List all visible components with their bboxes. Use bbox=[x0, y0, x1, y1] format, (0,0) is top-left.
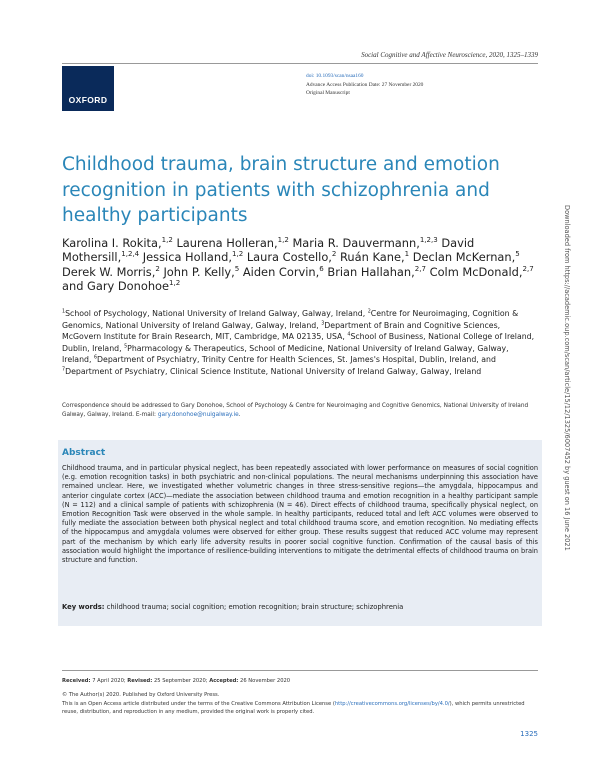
received-date: 7 April 2020; bbox=[90, 678, 128, 684]
affiliation-marker: 4 bbox=[347, 332, 351, 338]
author-name: Brian Hallahan, bbox=[327, 264, 415, 279]
author bbox=[430, 265, 534, 279]
author-affiliation-marker: 5 bbox=[234, 264, 240, 274]
oxford-logo bbox=[62, 66, 114, 111]
author-affiliation-marker: 1,2 bbox=[169, 278, 181, 288]
download-watermark bbox=[563, 205, 583, 565]
author bbox=[243, 265, 324, 279]
keywords bbox=[62, 603, 538, 611]
author-list bbox=[62, 236, 542, 294]
footer-divider bbox=[62, 670, 538, 671]
page-number: 1325 bbox=[520, 730, 538, 738]
author-name: Maria R. Dauvermann, bbox=[292, 236, 420, 250]
affiliation-text: Department of Psychiatry, Trinity Centre for Health Sciences, St. James's Hospital, Dublin, Ireland, and bbox=[97, 355, 496, 364]
affiliation-marker: 7 bbox=[62, 366, 66, 372]
download-note-text: Downloaded from https://academic.oup.com/scan/article/15/12/1325/6007452 by guest on 16 June 2021 bbox=[563, 205, 571, 551]
author-affiliation-marker: 1,2,3 bbox=[419, 235, 438, 245]
revised-label: Revised: bbox=[127, 678, 153, 684]
correspondence-end: . bbox=[238, 411, 241, 418]
author bbox=[62, 279, 180, 293]
author-name: Colm McDonald, bbox=[429, 264, 523, 279]
license-url-link[interactable]: http://creativecommons.org/licenses/by/4.0/ bbox=[334, 700, 450, 707]
author bbox=[292, 236, 437, 250]
manuscript-type: Original Manuscript bbox=[306, 90, 350, 97]
access-date: Advance Access Publication Date: 27 November 2020 bbox=[306, 81, 424, 88]
author-affiliation-marker: 1,2,4 bbox=[121, 249, 140, 259]
journal-citation: Social Cognitive and Affective Neuroscience, 2020, 1325–1339 bbox=[361, 51, 538, 59]
license-text-start: This is an Open Access article distributed under the terms of the Creative Commons Attribution License ( bbox=[62, 700, 335, 707]
affiliation-marker: 1 bbox=[62, 309, 66, 315]
author-name: Laura Costello, bbox=[246, 250, 332, 265]
author-name: Laurena Holleran, bbox=[176, 236, 278, 250]
author-affiliation-marker: 2 bbox=[155, 264, 160, 274]
author-affiliation-marker: 6 bbox=[319, 264, 324, 274]
affiliation-text: Department of Psychiatry, Clinical Science Institute, National University of Ireland Galway, Galway, Ireland bbox=[65, 366, 482, 376]
accepted-label: Accepted: bbox=[209, 678, 239, 684]
doi-link[interactable]: doi: 10.1093/scan/nsaa160 bbox=[306, 73, 364, 79]
affiliation-marker: 6 bbox=[93, 355, 98, 361]
author-affiliation-marker: 2,7 bbox=[522, 264, 534, 274]
author-affiliation-marker: 1,2 bbox=[277, 235, 289, 245]
license-text bbox=[62, 700, 538, 717]
received-label: Received: bbox=[62, 678, 91, 684]
accepted-date: 26 November 2020 bbox=[238, 678, 291, 684]
author bbox=[176, 236, 288, 250]
author-name: Ruán Kane, bbox=[340, 250, 405, 265]
affiliation-text: School of Psychology, National University of Ireland Galway, Galway, Ireland, bbox=[65, 309, 368, 318]
license-block bbox=[62, 691, 538, 717]
author-name: John P. Kelly, bbox=[163, 264, 235, 279]
correspondence-text: Correspondence should be addressed to Gary Donohoe, School of Psychology & Centre for Neuroimaging and Cognitive Genomics, National University of Ireland Galway, Galway, Ireland. E-mail: bbox=[62, 403, 529, 418]
correspondence-email-link[interactable]: gary.donohoe@nuigalway.ie bbox=[157, 411, 239, 418]
author-affiliation-marker: 1,2 bbox=[161, 235, 173, 245]
author-name: and Gary Donohoe bbox=[62, 279, 170, 294]
author bbox=[62, 236, 173, 250]
author-affiliation-marker: 1 bbox=[404, 249, 410, 259]
article-title: Childhood trauma, brain structure and emotion recognition in patients with schizophrenia and healthy participants bbox=[62, 154, 500, 226]
author bbox=[413, 250, 520, 264]
author-name: Declan McKernan, bbox=[412, 250, 516, 265]
author bbox=[62, 265, 160, 279]
affiliation-marker: 5 bbox=[124, 343, 128, 349]
affiliations bbox=[62, 308, 538, 377]
author-name: Jessica Holland, bbox=[142, 250, 232, 265]
header-divider bbox=[62, 63, 538, 64]
author-affiliation-marker: 2,7 bbox=[414, 264, 426, 274]
author bbox=[163, 265, 239, 279]
author bbox=[247, 250, 337, 264]
article-meta bbox=[306, 72, 423, 98]
author-affiliation-marker: 2 bbox=[331, 249, 337, 259]
author-affiliation-marker: 1,2 bbox=[231, 249, 244, 259]
abstract-heading: Abstract bbox=[62, 448, 106, 458]
keywords-list: childhood trauma; social cognition; emotion recognition; brain structure; schizophrenia bbox=[104, 603, 404, 611]
affiliation-text: Pharmacology & Therapeutics, School of Medicine, National University of Ireland Galway, Galway, Ireland, bbox=[62, 343, 509, 364]
license-text-end: ), which permits unrestricted reuse, distribution, and reproduction in any medium, provided the original work is properly cited. bbox=[62, 700, 525, 716]
affiliation-marker: 3 bbox=[321, 320, 325, 326]
author-name: David Mothersill, bbox=[62, 236, 475, 265]
author-name: Karolina I. Rokita, bbox=[62, 236, 162, 250]
affiliation-text: School of Business, National College of Ireland, Dublin, Ireland, bbox=[62, 332, 535, 353]
author-name: Aiden Corvin, bbox=[242, 264, 320, 279]
correspondence bbox=[62, 402, 538, 419]
article-dates bbox=[62, 678, 290, 684]
logo-text: OXFORD bbox=[68, 95, 108, 105]
author bbox=[340, 250, 409, 264]
affiliation-text: Centre for Neuroimaging, Cognition & Genomics, National University of Ireland Galway, Galway, Ireland, bbox=[62, 309, 519, 330]
keywords-label: Key words: bbox=[62, 603, 105, 611]
affiliation-marker: 2 bbox=[367, 309, 371, 315]
author bbox=[143, 250, 243, 264]
author bbox=[327, 265, 426, 279]
abstract-body: Childhood trauma, and in particular physical neglect, has been repeatedly associated with lower performance on measures of social cognition (e.g. emotion recognition tasks) in both psychiatric and non-clinical populations. The neural mechanisms underpinning this association have remained unclear. Here, we investigated whether volumetric changes in three stress-sensitive regions—the amygdala, hippocampus and anterior cingulate cortex (ACC)—mediate the association between childhood trauma and emotion recognition in a healthy participant sample (N = 112) and a clinical sample of patients with schizophrenia (N = 46). Direct effects of childhood trauma, specifically physical neglect, on Emotion Recognition Task were observed in the whole sample. In healthy participants, reduced total and left ACC volumes were observed to fully mediate the association between both physical neglect and total childhood trauma score, and emotion recognition. No mediating effects of the hippocampus and amygdala volumes were observed for either group. These results suggest that reduced ACC volume may represent part of the mechanism by which early life adversity results in poorer social cognitive function. Confirmation of the causal basis of this association would highlight the importance of resilience-building interventions to mitigate the detrimental effects of childhood trauma on brain structure and function. bbox=[62, 464, 538, 565]
copyright-line: © The Author(s) 2020. Published by Oxford University Press. bbox=[62, 692, 220, 698]
revised-date: 25 September 2020; bbox=[152, 678, 210, 684]
author-affiliation-marker: 5 bbox=[515, 249, 520, 259]
author-name: Derek W. Morris, bbox=[62, 264, 156, 279]
affiliation-text: Department of Brain and Cognitive Sciences, McGovern Institute for Brain Research, MIT, Cambridge, MA 02135, USA, bbox=[62, 320, 501, 341]
